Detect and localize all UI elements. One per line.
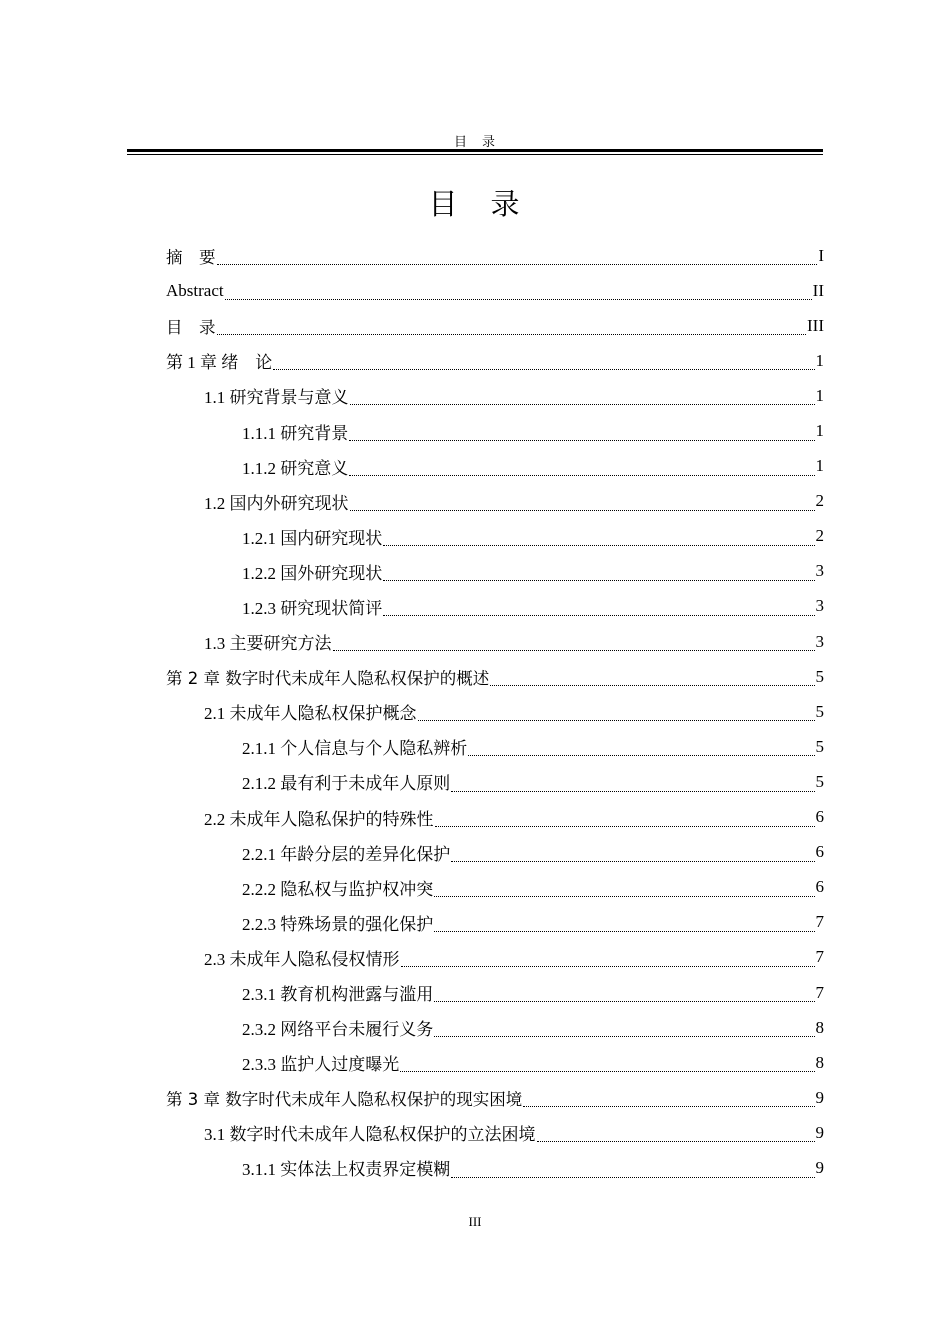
toc-entry-text: 2.3.1 教育机构泄露与滥用: [242, 985, 434, 1005]
toc-entry[interactable]: [166, 1045, 824, 1080]
toc-leader-dots: [217, 334, 807, 335]
toc-leader-dots: [435, 826, 815, 827]
toc-leader-dots: [434, 1001, 814, 1002]
toc-entry-page: 2: [815, 526, 824, 546]
toc-leader-dots: [523, 1106, 814, 1107]
toc-leader-dots: [225, 299, 812, 300]
toc-entry-page: 9: [815, 1087, 824, 1107]
toc-entry-page: 3: [815, 631, 824, 651]
toc-entry-text: 3.1.1 实体法上权责界定模糊: [242, 1160, 451, 1180]
toc-leader-dots: [418, 720, 815, 721]
toc-leader-dots: [350, 404, 815, 405]
toc-entry-page: I: [818, 245, 824, 265]
toc-leader-dots: [468, 755, 814, 756]
toc-entry[interactable]: [166, 940, 824, 975]
toc-entry[interactable]: [166, 659, 824, 694]
toc-entry[interactable]: [166, 413, 824, 448]
toc-entry-page: 1: [815, 421, 824, 441]
toc-leader-dots: [434, 931, 814, 932]
toc-entry-page: 5: [815, 701, 824, 721]
toc-entry-text: 2.2.1 年龄分层的差异化保护: [242, 844, 451, 864]
running-header: 目 录: [453, 134, 496, 149]
toc-entry[interactable]: [166, 729, 824, 764]
toc-entry[interactable]: [166, 1115, 824, 1150]
toc-entry-text: 目 录: [166, 317, 216, 337]
toc-entry-page: 9: [815, 1122, 824, 1142]
header-rule-thick: [127, 149, 823, 152]
toc-entry-page: II: [812, 280, 824, 300]
toc-entry-text: 2.1 未成年人隐私权保护概念: [204, 704, 417, 724]
toc-entry-text: 3.1 数字时代未成年人隐私权保护的立法困境: [204, 1125, 536, 1145]
toc-entry[interactable]: [166, 484, 824, 519]
toc-entry-text: 第 2 章 数字时代未成年人隐私权保护的概述: [166, 668, 490, 688]
toc-entry[interactable]: [166, 273, 824, 308]
toc-entry-text: 2.1.1 个人信息与个人隐私辨析: [242, 739, 468, 759]
toc-entry[interactable]: [166, 238, 824, 273]
toc-leader-dots: [349, 475, 814, 476]
toc-entry[interactable]: [166, 1080, 824, 1115]
toc-entry-text: 2.3.2 网络平台未履行义务: [242, 1020, 434, 1040]
toc-entry[interactable]: [166, 870, 824, 905]
toc-entry[interactable]: [166, 589, 824, 624]
toc-entry[interactable]: [166, 975, 824, 1010]
toc-entry-page: III: [807, 315, 824, 335]
toc-leader-dots: [537, 1141, 815, 1142]
toc-entry-text: 第 3 章 数字时代未成年人隐私权保护的现实困境: [166, 1089, 523, 1109]
toc-entry-page: 6: [815, 807, 824, 827]
toc-leader-dots: [400, 1071, 814, 1072]
toc-entry-page: 8: [815, 1052, 824, 1072]
toc-entry-text: 1.2.1 国内研究现状: [242, 528, 383, 548]
toc-entry-page: 7: [815, 982, 824, 1002]
toc-leader-dots: [217, 264, 818, 265]
toc-leader-dots: [434, 896, 814, 897]
toc-leader-dots: [434, 1036, 814, 1037]
toc-title: 目 录: [428, 187, 522, 221]
toc-entry-page: 7: [815, 912, 824, 932]
toc-entry-text: 2.2.3 特殊场景的强化保护: [242, 914, 434, 934]
toc-leader-dots: [383, 545, 814, 546]
toc-leader-dots: [350, 510, 815, 511]
toc-entry[interactable]: [166, 835, 824, 870]
toc-entry-page: 6: [815, 842, 824, 862]
toc-entry-page: 1: [815, 385, 824, 405]
toc-entry[interactable]: [166, 519, 824, 554]
toc-leader-dots: [349, 440, 814, 441]
toc-entry[interactable]: [166, 554, 824, 589]
toc-entry-text: 1.1 研究背景与意义: [204, 388, 349, 408]
toc-leader-dots: [333, 650, 815, 651]
toc-entry[interactable]: [166, 694, 824, 729]
toc-entry-page: 1: [815, 350, 824, 370]
toc-entry-text: 1.2.3 研究现状简评: [242, 598, 383, 618]
toc-entry-page: 7: [815, 947, 824, 967]
toc-entry-text: 2.2 未成年人隐私保护的特殊性: [204, 809, 434, 829]
toc-entry-page: 3: [815, 561, 824, 581]
toc-entry-text: 2.1.2 最有利于未成年人原则: [242, 774, 451, 794]
toc-entry[interactable]: [166, 343, 824, 378]
toc-entry-text: 2.3.3 监护人过度曝光: [242, 1055, 400, 1075]
toc-entry[interactable]: [166, 1150, 824, 1185]
toc-leader-dots: [401, 966, 815, 967]
toc-entry-text: Abstract: [166, 280, 224, 300]
toc-entry[interactable]: [166, 800, 824, 835]
toc-list: [166, 238, 824, 1186]
toc-entry-text: 1.2.2 国外研究现状: [242, 563, 383, 583]
toc-entry-text: 1.3 主要研究方法: [204, 634, 332, 654]
toc-entry[interactable]: [166, 905, 824, 940]
toc-entry-page: 8: [815, 1017, 824, 1037]
toc-entry-page: 5: [815, 771, 824, 791]
toc-entry-text: 1.1.1 研究背景: [242, 423, 349, 443]
toc-entry-text: 2.3 未成年人隐私侵权情形: [204, 949, 400, 969]
toc-entry[interactable]: [166, 1010, 824, 1045]
toc-entry-page: 3: [815, 596, 824, 616]
toc-leader-dots: [451, 1177, 814, 1178]
toc-entry-text: 摘 要: [166, 247, 216, 267]
toc-entry-page: 2: [815, 491, 824, 511]
toc-entry-page: 5: [815, 736, 824, 756]
toc-leader-dots: [451, 861, 814, 862]
toc-entry-page: 6: [815, 877, 824, 897]
page-number: III: [468, 1214, 482, 1229]
toc-leader-dots: [383, 580, 814, 581]
toc-leader-dots: [490, 685, 814, 686]
toc-entry[interactable]: [166, 449, 824, 484]
toc-entry[interactable]: [166, 378, 824, 413]
toc-entry-page: 1: [815, 456, 824, 476]
toc-entry-page: 5: [815, 666, 824, 686]
toc-entry[interactable]: [166, 624, 824, 659]
toc-entry-text: 1.2 国内外研究现状: [204, 493, 349, 513]
toc-entry[interactable]: [166, 764, 824, 799]
toc-leader-dots: [273, 369, 814, 370]
toc-leader-dots: [383, 615, 814, 616]
header-rule-thin: [127, 154, 823, 155]
toc-entry-text: 2.2.2 隐私权与监护权冲突: [242, 879, 434, 899]
toc-entry-text: 第 1 章 绪 论: [166, 353, 273, 373]
toc-entry-page: 9: [815, 1157, 824, 1177]
toc-entry-text: 1.1.2 研究意义: [242, 458, 349, 478]
toc-leader-dots: [451, 791, 814, 792]
toc-entry[interactable]: [166, 308, 824, 343]
